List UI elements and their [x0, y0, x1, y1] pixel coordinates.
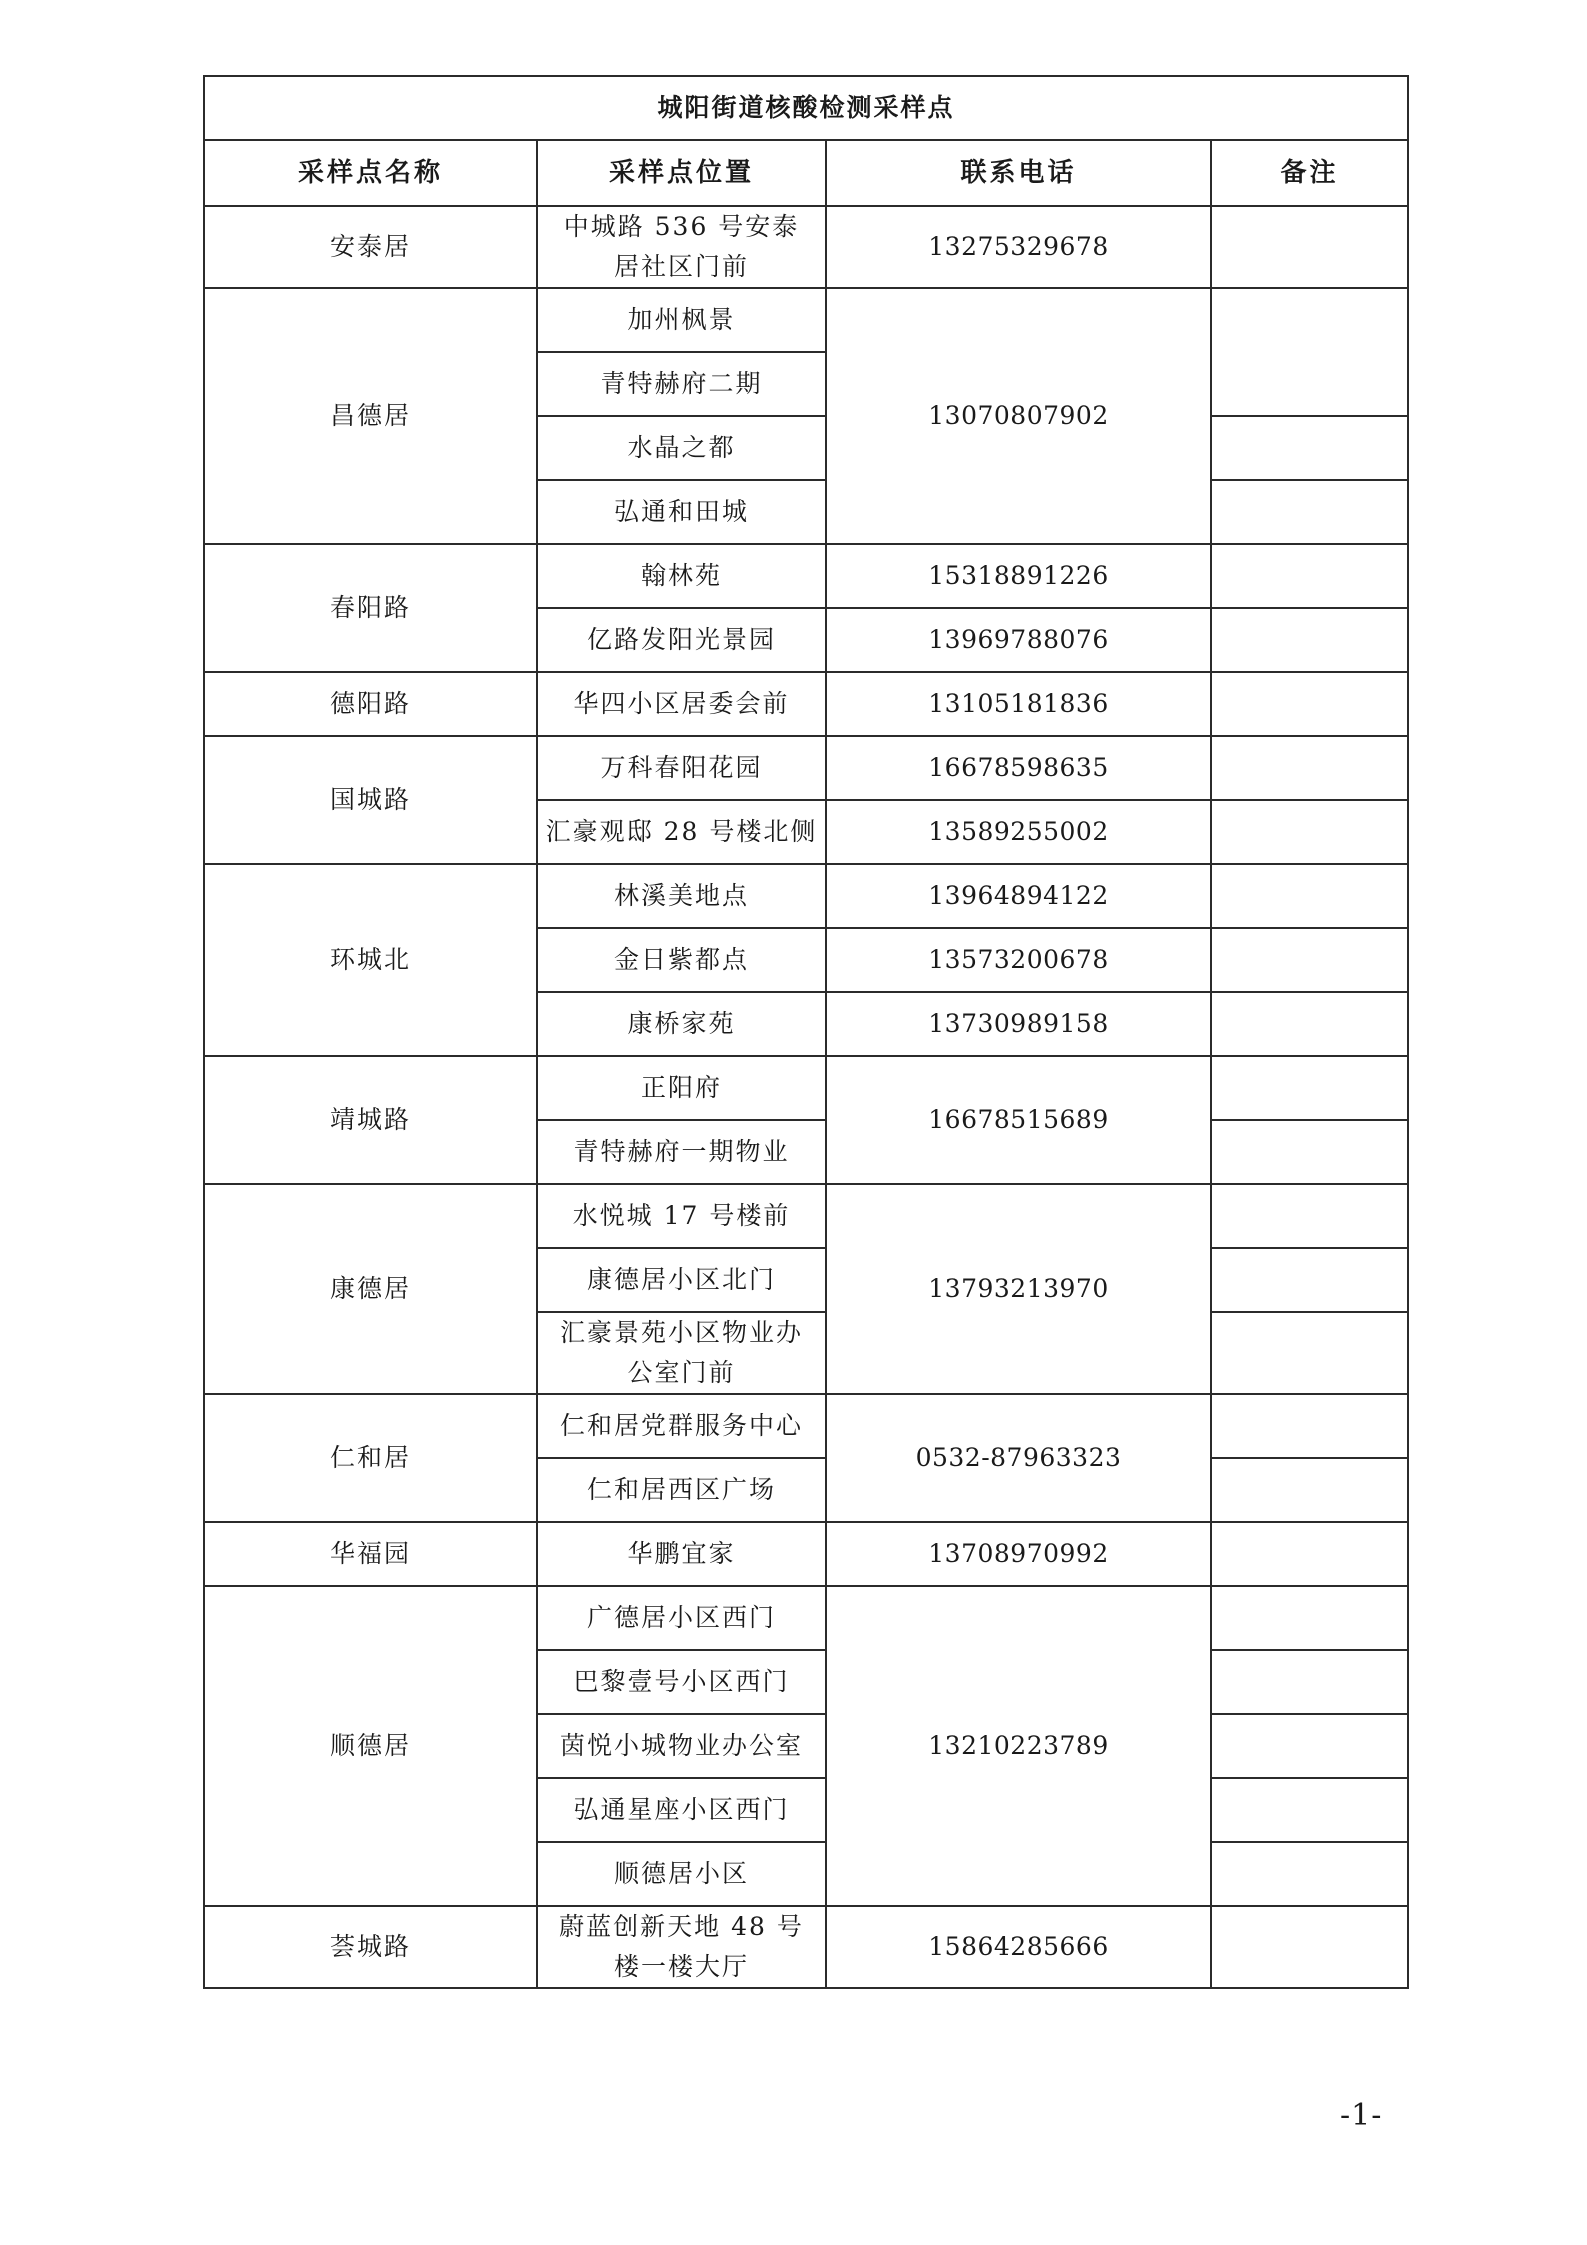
- point-phone: 13105181836: [826, 672, 1211, 736]
- remark-cell: [1211, 1714, 1408, 1778]
- remark-cell: [1211, 1458, 1408, 1522]
- remark-cell: [1211, 1522, 1408, 1586]
- table-header-row: [204, 140, 1408, 206]
- point-location: 汇豪观邸 28 号楼北侧: [537, 800, 826, 864]
- header-name: 采样点名称: [204, 140, 537, 206]
- point-location: 仁和居党群服务中心: [537, 1394, 826, 1458]
- point-name: 荟城路: [204, 1906, 537, 1988]
- point-phone: 13070807902: [826, 288, 1211, 544]
- remark-cell: [1211, 928, 1408, 992]
- remark-cell: [1211, 864, 1408, 928]
- remark-cell: [1211, 672, 1408, 736]
- table-row: [204, 1056, 1408, 1120]
- table-row: [204, 864, 1408, 928]
- header-location: 采样点位置: [537, 140, 826, 206]
- remark-cell: [1211, 1650, 1408, 1714]
- point-location: 华鹏宜家: [537, 1522, 826, 1586]
- remark-cell: [1211, 800, 1408, 864]
- header-remark: 备注: [1211, 140, 1408, 206]
- point-name: 康德居: [204, 1184, 537, 1394]
- point-phone: 13573200678: [826, 928, 1211, 992]
- point-phone: 13589255002: [826, 800, 1211, 864]
- point-location: 茵悦小城物业办公室: [537, 1714, 826, 1778]
- header-phone: 联系电话: [826, 140, 1211, 206]
- remark-cell: [1211, 480, 1408, 544]
- point-location: 华四小区居委会前: [537, 672, 826, 736]
- point-phone: 16678598635: [826, 736, 1211, 800]
- point-phone: 13275329678: [826, 206, 1211, 288]
- remark-cell: [1211, 1184, 1408, 1248]
- point-phone: 13964894122: [826, 864, 1211, 928]
- remark-cell: [1211, 206, 1408, 288]
- page-number: -1-: [1340, 2098, 1383, 2133]
- remark-cell: [1211, 1906, 1408, 1988]
- table-row: [204, 736, 1408, 800]
- point-location: 万科春阳花园: [537, 736, 826, 800]
- point-phone: 13210223789: [826, 1586, 1211, 1906]
- point-location: 青特赫府二期: [537, 352, 826, 416]
- table-row: [204, 1586, 1408, 1650]
- point-phone: 15318891226: [826, 544, 1211, 608]
- remark-cell: [1211, 992, 1408, 1056]
- remark-cell: [1211, 288, 1408, 416]
- point-location: 正阳府: [537, 1056, 826, 1120]
- point-location: 康桥家苑: [537, 992, 826, 1056]
- point-location: 青特赫府一期物业: [537, 1120, 826, 1184]
- point-location: 翰林苑: [537, 544, 826, 608]
- point-name: 环城北: [204, 864, 537, 1056]
- point-location: 金日紫都点: [537, 928, 826, 992]
- point-phone: 0532-87963323: [826, 1394, 1211, 1522]
- point-location: 汇豪景苑小区物业办公室门前: [537, 1312, 826, 1394]
- point-phone: 15864285666: [826, 1906, 1211, 1988]
- point-location: 蔚蓝创新天地 48 号楼一楼大厅: [537, 1906, 826, 1988]
- point-name: 昌德居: [204, 288, 537, 544]
- point-location: 顺德居小区: [537, 1842, 826, 1906]
- table-row: [204, 206, 1408, 288]
- point-name: 德阳路: [204, 672, 537, 736]
- table-row: [204, 1184, 1408, 1248]
- point-name: 春阳路: [204, 544, 537, 672]
- table-row: [204, 1522, 1408, 1586]
- point-phone: 13730989158: [826, 992, 1211, 1056]
- point-name: 仁和居: [204, 1394, 537, 1522]
- table-row: [204, 1394, 1408, 1458]
- point-location: 康德居小区北门: [537, 1248, 826, 1312]
- point-phone: 13793213970: [826, 1184, 1211, 1394]
- table-row: [204, 672, 1408, 736]
- remark-cell: [1211, 1394, 1408, 1458]
- remark-cell: [1211, 1842, 1408, 1906]
- point-location: 水悦城 17 号楼前: [537, 1184, 826, 1248]
- point-name: 华福园: [204, 1522, 537, 1586]
- point-phone: 16678515689: [826, 1056, 1211, 1184]
- point-name: 靖城路: [204, 1056, 537, 1184]
- remark-cell: [1211, 1248, 1408, 1312]
- sampling-points-table: [203, 75, 1409, 1989]
- point-location: 亿路发阳光景园: [537, 608, 826, 672]
- remark-cell: [1211, 1056, 1408, 1120]
- point-location: 仁和居西区广场: [537, 1458, 826, 1522]
- remark-cell: [1211, 1312, 1408, 1394]
- point-name: 安泰居: [204, 206, 537, 288]
- point-location: 弘通星座小区西门: [537, 1778, 826, 1842]
- remark-cell: [1211, 736, 1408, 800]
- point-name: 顺德居: [204, 1586, 537, 1906]
- table-row: [204, 544, 1408, 608]
- remark-cell: [1211, 416, 1408, 480]
- remark-cell: [1211, 1586, 1408, 1650]
- remark-cell: [1211, 1120, 1408, 1184]
- point-location: 广德居小区西门: [537, 1586, 826, 1650]
- remark-cell: [1211, 1778, 1408, 1842]
- point-location: 弘通和田城: [537, 480, 826, 544]
- point-location: 中城路 536 号安泰居社区门前: [537, 206, 826, 288]
- point-name: 国城路: [204, 736, 537, 864]
- remark-cell: [1211, 544, 1408, 608]
- point-location: 加州枫景: [537, 288, 826, 352]
- point-location: 水晶之都: [537, 416, 826, 480]
- table-row: [204, 1906, 1408, 1988]
- point-location: 林溪美地点: [537, 864, 826, 928]
- table-title: 城阳街道核酸检测采样点: [204, 76, 1408, 140]
- remark-cell: [1211, 608, 1408, 672]
- table-title-row: [204, 76, 1408, 140]
- point-location: 巴黎壹号小区西门: [537, 1650, 826, 1714]
- point-phone: 13969788076: [826, 608, 1211, 672]
- table-row: [204, 288, 1408, 352]
- point-phone: 13708970992: [826, 1522, 1211, 1586]
